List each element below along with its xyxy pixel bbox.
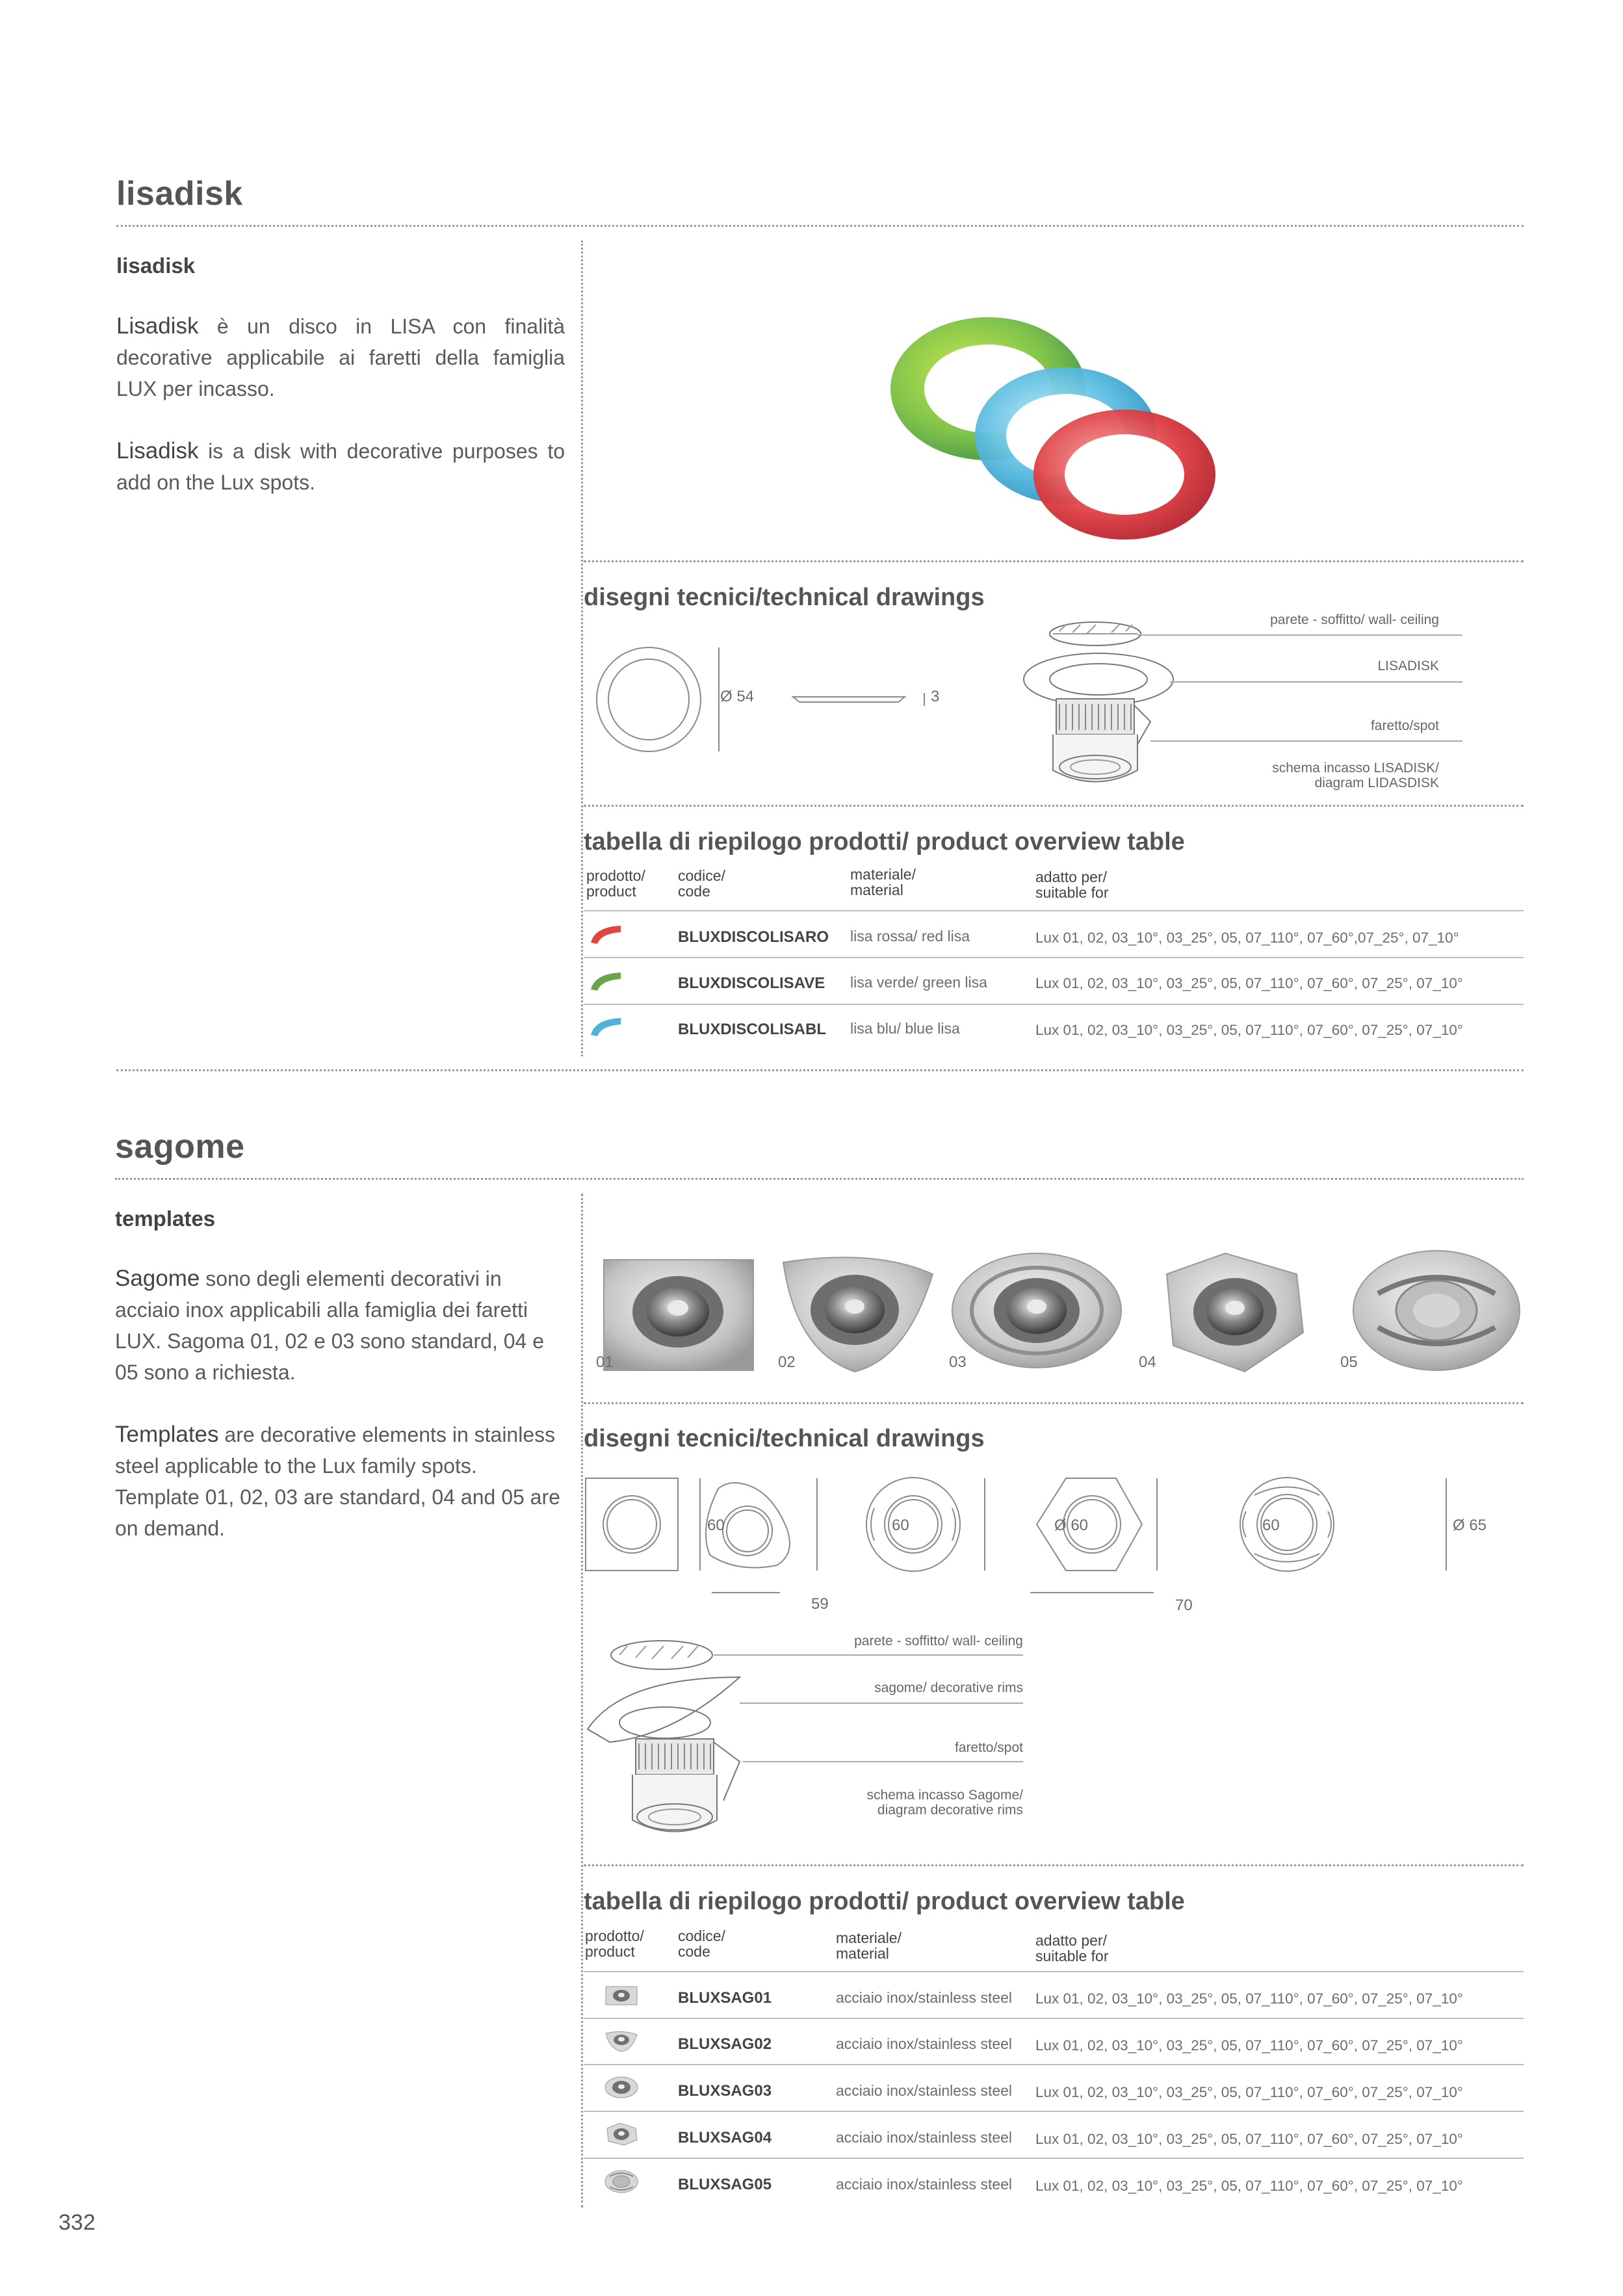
table-rule xyxy=(584,2158,1524,2159)
header-code: codice/ code xyxy=(678,1927,725,1960)
dim-template-04-width: 70 xyxy=(1175,1597,1193,1614)
dim-template-03: Ø 60 xyxy=(1054,1517,1089,1534)
table-cell-suitable: Lux 01, 02, 03_10°, 03_25°, 05, 07_110°, 07_60°, 07_25°, 07_10° xyxy=(1035,2037,1463,2054)
table-cell-suitable: Lux 01, 02, 03_10°, 03_25°, 05, 07_110°, 07_60°, 07_25°, 07_10° xyxy=(1035,2131,1463,2147)
table-cell-code: BLUXSAG03 xyxy=(678,2082,772,2100)
template-label-05: 05 xyxy=(1340,1353,1358,1371)
sagome-description-it xyxy=(115,1263,564,1388)
thumb-template-05 xyxy=(603,2169,640,2195)
divider xyxy=(584,1864,1524,1866)
table-cell-code: BLUXDISCOLISAVE xyxy=(678,974,825,992)
thumb-red-disk xyxy=(588,923,623,945)
callout-lisadisk: LISADISK xyxy=(1377,659,1439,673)
table-rule xyxy=(584,2018,1524,2019)
table-cell-code: BLUXSAG02 xyxy=(678,2035,772,2053)
lisadisk-rings-image xyxy=(877,312,1241,546)
lisadisk-lead-it: Lisadisk xyxy=(116,313,199,339)
thumb-template-02 xyxy=(603,2029,640,2053)
thumb-template-04 xyxy=(603,2122,640,2146)
table-rule xyxy=(584,2064,1524,2065)
template-01-photo xyxy=(604,1260,753,1370)
table-cell-code: BLUXDISCOLISABL xyxy=(678,1021,826,1038)
table-rule xyxy=(584,1971,1524,1972)
table-rule xyxy=(584,910,1524,911)
callout-wall: parete - soffitto/ wall- ceiling xyxy=(1270,612,1439,627)
sagome-drawings-title: disegni tecnici/technical drawings xyxy=(584,1425,985,1452)
sagome-text-it: sono degli elementi decorativi in acciaio inox applicabili alla famiglia dei faretti LUX. Sagoma 01, 02 e 03 sono standard, 04 e 05 sono a richiesta. xyxy=(115,1267,545,1384)
table-cell-material: lisa verde/ green lisa xyxy=(850,974,987,991)
section-subtitle-lisadisk: lisadisk xyxy=(116,254,196,278)
table-cell-material: acciaio inox/stainless steel xyxy=(836,2176,1013,2193)
table-cell-material: acciaio inox/stainless steel xyxy=(836,1989,1013,2006)
table-cell-code: BLUXDISCOLISARO xyxy=(678,928,829,946)
divider xyxy=(116,1069,1524,1071)
header-material: materiale/ material xyxy=(850,866,916,898)
lisadisk-text-it: è un disco in LISA con finalità decorative applicabile ai faretti della famiglia LUX per incasso. xyxy=(116,315,565,400)
dim-template-02-width: 59 xyxy=(811,1595,829,1613)
divider xyxy=(584,1402,1524,1404)
column-divider xyxy=(581,1194,583,2208)
dim-template-04: 60 xyxy=(1262,1517,1280,1534)
sagome-lead-en: Templates xyxy=(115,1422,219,1447)
table-cell-suitable: Lux 01, 02, 03_10°, 03_25°, 05, 07_110°, 07_60°,07_25°, 07_10° xyxy=(1035,930,1459,946)
lisadisk-front-drawing xyxy=(584,644,733,761)
section-subtitle-sagome: templates xyxy=(115,1207,216,1231)
header-suitable: adatto per/ suitable for xyxy=(1035,868,1109,901)
divider xyxy=(115,1178,1524,1180)
lisadisk-text-en: is a disk with decorative purposes to add on the Lux spots. xyxy=(116,439,565,494)
table-cell-code: BLUXSAG04 xyxy=(678,2129,772,2146)
template-03-photo xyxy=(952,1253,1121,1368)
callout-schema-2: diagram decorative rims xyxy=(877,1803,1023,1818)
callout-rims: sagome/ decorative rims xyxy=(874,1680,1023,1695)
table-rule xyxy=(584,2111,1524,2112)
dim-template-02: 60 xyxy=(892,1517,909,1534)
dim-thickness: 3 xyxy=(931,688,940,705)
template-02-photo xyxy=(783,1257,933,1372)
table-cell-suitable: Lux 01, 02, 03_10°, 03_25°, 05, 07_110°, 07_60°, 07_25°, 07_10° xyxy=(1035,1022,1463,1038)
dim-template-01: 60 xyxy=(707,1517,725,1534)
sagome-table-title: tabella di riepilogo prodotti/ product overview table xyxy=(584,1888,1185,1915)
lisadisk-lead-en: Lisadisk xyxy=(116,438,199,463)
table-cell-suitable: Lux 01, 02, 03_10°, 03_25°, 05, 07_110°, 07_60°, 07_25°, 07_10° xyxy=(1035,975,1463,991)
thumb-template-01 xyxy=(603,1984,640,2007)
callout-spot: faretto/spot xyxy=(1370,718,1439,733)
callout-spot: faretto/spot xyxy=(954,1740,1023,1755)
header-code: codice/ code xyxy=(678,867,725,900)
table-cell-suitable: Lux 01, 02, 03_10°, 03_25°, 05, 07_110°, 07_60°, 07_25°, 07_10° xyxy=(1035,2084,1463,2100)
table-cell-code: BLUXSAG05 xyxy=(678,2176,772,2193)
red-ring xyxy=(1033,410,1215,540)
page-number: 332 xyxy=(58,2210,96,2235)
table-cell-code: BLUXSAG01 xyxy=(678,1989,772,2007)
lisadisk-description-en xyxy=(116,436,565,498)
table-cell-material: lisa rossa/ red lisa xyxy=(850,928,970,945)
divider xyxy=(584,560,1524,562)
table-cell-material: acciaio inox/stainless steel xyxy=(836,2035,1013,2052)
thumb-blue-disk xyxy=(588,1015,623,1037)
table-rule xyxy=(584,1004,1524,1005)
thumb-green-disk xyxy=(588,970,623,992)
sagome-description-en xyxy=(115,1419,564,1544)
section-title-lisadisk: lisadisk xyxy=(116,175,243,213)
sagome-technical-drawings xyxy=(582,1476,1524,1619)
sagome-text-en: are decorative elements in stainless steel applicable to the Lux family spots. Template 01, 02, 03 are standard, 04 and 05 are on demand. xyxy=(115,1423,560,1540)
template-label-03: 03 xyxy=(949,1353,967,1371)
header-material: materiale/ material xyxy=(836,1929,902,1962)
section-title-sagome: sagome xyxy=(115,1128,245,1166)
callout-wall: parete - soffitto/ wall- ceiling xyxy=(854,1634,1023,1649)
table-cell-material: acciaio inox/stainless steel xyxy=(836,2129,1013,2146)
sagome-photos xyxy=(601,1248,1524,1378)
template-05-photo xyxy=(1353,1251,1520,1370)
table-cell-suitable: Lux 01, 02, 03_10°, 03_25°, 05, 07_110°, 07_60°, 07_25°, 07_10° xyxy=(1035,2178,1463,2194)
lisadisk-table-title: tabella di riepilogo prodotti/ product overview table xyxy=(584,828,1185,855)
lisadisk-side-drawing xyxy=(790,689,933,709)
table-cell-material: lisa blu/ blue lisa xyxy=(850,1020,960,1037)
template-label-01: 01 xyxy=(596,1353,614,1371)
column-divider xyxy=(581,241,583,1056)
divider xyxy=(584,805,1524,807)
sagome-lead-it: Sagome xyxy=(115,1266,200,1291)
lisadisk-drawings-title: disegni tecnici/technical drawings xyxy=(584,584,985,611)
callout-schema-1: schema incasso LISADISK/ xyxy=(1272,761,1439,776)
callout-schema-1: schema incasso Sagome/ xyxy=(866,1788,1023,1803)
table-cell-material: acciaio inox/stainless steel xyxy=(836,2082,1013,2099)
thumb-template-03 xyxy=(603,2075,640,2100)
lisadisk-description-it xyxy=(116,311,565,404)
table-cell-suitable: Lux 01, 02, 03_10°, 03_25°, 05, 07_110°, 07_60°, 07_25°, 07_10° xyxy=(1035,1990,1463,2007)
dim-diameter: Ø 54 xyxy=(720,688,755,705)
table-rule xyxy=(584,957,1524,958)
template-label-02: 02 xyxy=(778,1353,796,1371)
header-suitable: adatto per/ suitable for xyxy=(1035,1932,1109,1964)
divider xyxy=(116,225,1524,227)
template-label-04: 04 xyxy=(1139,1353,1156,1371)
header-product: prodotto/ product xyxy=(586,867,645,900)
callout-schema-2: diagram LIDASDISK xyxy=(1314,776,1439,790)
header-product: prodotto/ product xyxy=(585,1927,644,1960)
dim-template-05: Ø 65 xyxy=(1453,1517,1487,1534)
template-04-photo xyxy=(1167,1253,1303,1372)
